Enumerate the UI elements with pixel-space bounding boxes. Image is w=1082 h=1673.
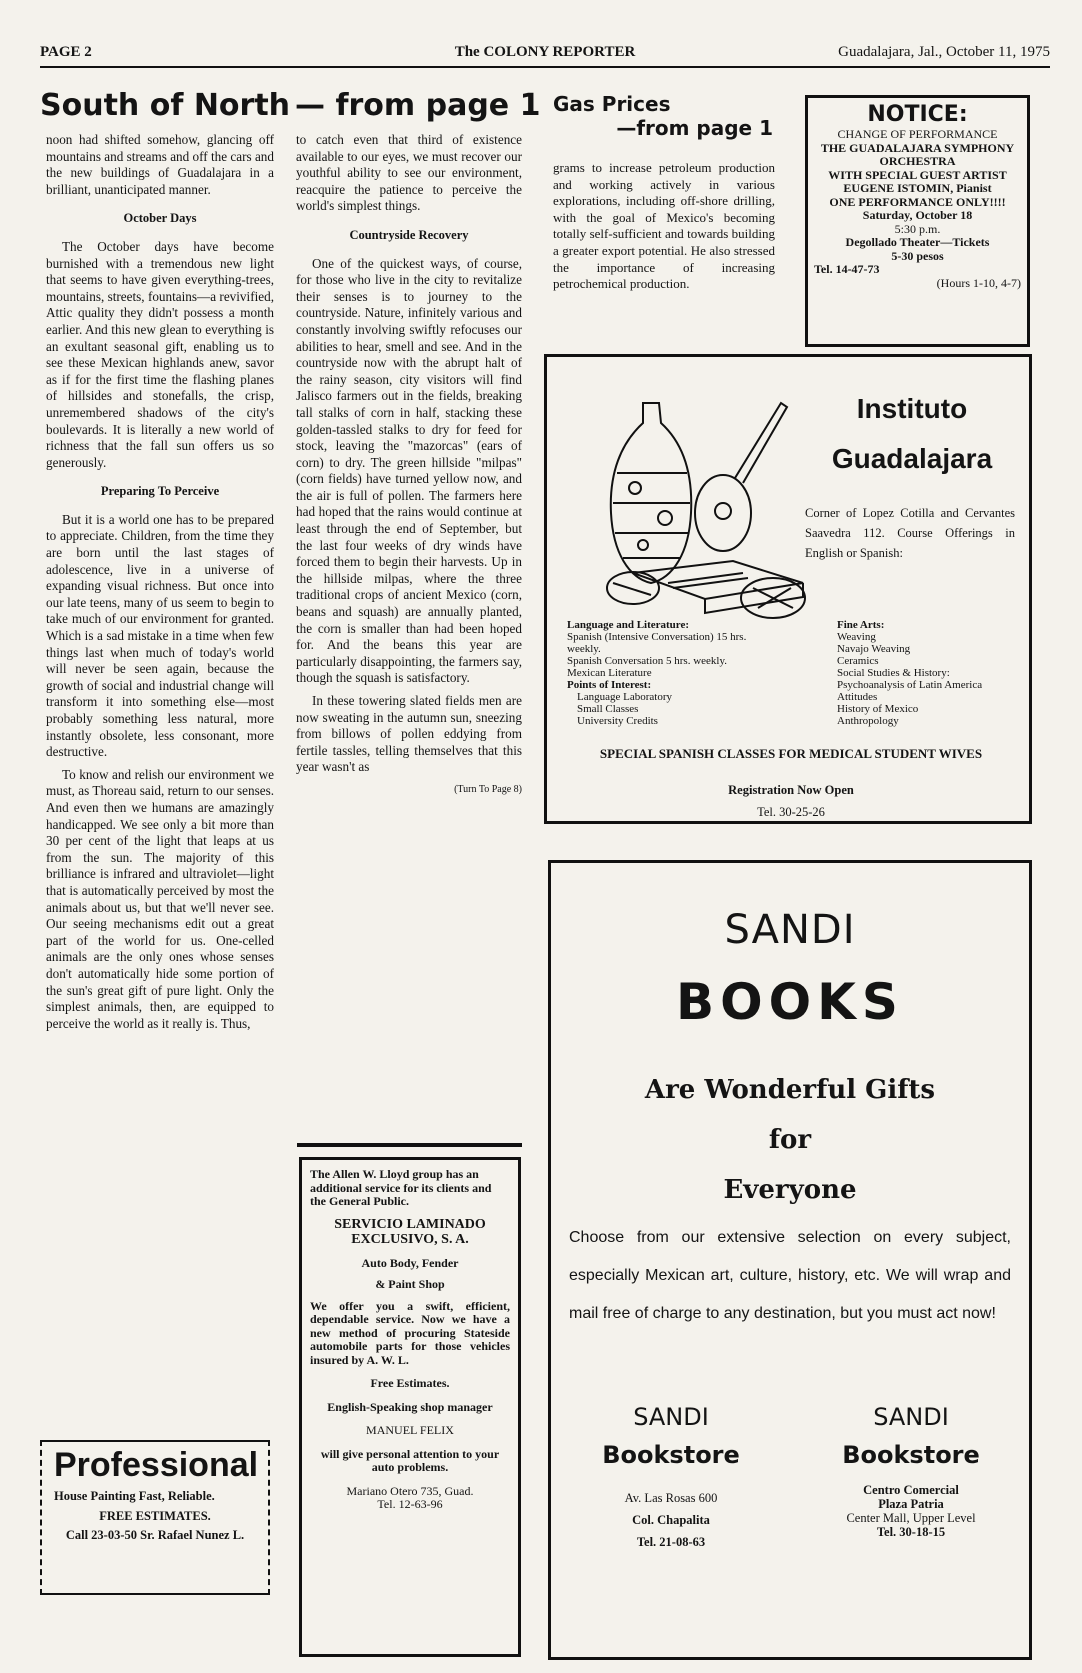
- sandi-store-name: Bookstore: [842, 1441, 980, 1469]
- gas-prices-jump: —from page 1: [616, 116, 773, 140]
- page-number: PAGE 2: [40, 44, 92, 60]
- course-item: Small Classes: [577, 703, 639, 715]
- masthead: [40, 44, 1050, 68]
- paragraph: But it is a world one has to be prepared to appreciate. Children, from the time they are born until the last stages of adolescence, live in a universe of expanding visual richness. But once into our late teens, many of us seem to begin to take much of our environment for granted. Which is a sad mistake in a time when few things last when much of today's world will never be seen again, because the growth of social and industrial change will transform it into something else—most probably something less natural, more instantly obsolete, less consonant, more destructive.: [46, 511, 274, 760]
- allen-free-estimates: Free Estimates.: [370, 1376, 450, 1390]
- course-item: Language and Literature:: [567, 619, 690, 631]
- subhead-october-days: October Days: [123, 211, 197, 226]
- sandi-books-ad: [548, 860, 1032, 1660]
- subhead-preparing: Preparing To Perceive: [100, 484, 220, 499]
- professional-line: House Painting Fast, Reliable.: [54, 1489, 215, 1503]
- allen-shop-line: Auto Body, Fender: [361, 1255, 459, 1270]
- course-item: Mexican Literature: [567, 667, 652, 679]
- dateline: Guadalajara, Jal., October 11, 1975: [838, 44, 1050, 60]
- notice-line: Saturday, October 18: [862, 208, 973, 222]
- store-address-line: Av. Las Rosas 600: [624, 1491, 718, 1505]
- course-item: Language Laboratory: [577, 691, 672, 703]
- sandi-headline-2: for: [768, 1125, 812, 1155]
- sandi-books-title: BOOKS: [676, 973, 904, 1031]
- sandi-store-logo: SANDI: [873, 1403, 949, 1431]
- allen-phone: Tel. 12-63-96: [377, 1497, 443, 1511]
- instituto-name-2: Guadalajara: [831, 443, 993, 474]
- notice-line: 5:30 p.m.: [894, 221, 941, 236]
- professional-line: FREE ESTIMATES.: [99, 1509, 211, 1523]
- paragraph: One of the quickest ways, of course, for those who live in the city to revitalize their senses is to journey to the countryside. Nature, infinitely various and constantly involving swiftly refocuses our abilities to hear, smell and see. And in the countryside now with the abrupt halt of the rainy season, city visitors will find Jalisco farmers out in the fields, breaking tall stalks of corn in half, stacking these golden-tassled stalks to dry for feed for stock, leaving the "mazorcas" (ears of corn) to dry. The green hillside "milpas" (corn fields) have turned yellow now, and the air is full of pollen. The farmers here had hoped that the rains would continue at least through the end of September, but the last four weeks of dry winds have forced them to begin their harvests. Up in the hillside milpas, where the three traditional crops of ancient Mexico (corn, beans and squash) are annually planted, the corn is smaller than had been hoped for. And the beans this year are particularly disappointing, the farmers say, though the squash is satisfactory.: [296, 255, 522, 686]
- instituto-ad: [544, 354, 1032, 824]
- store-address-line: Plaza Patria: [878, 1497, 944, 1511]
- allen-attention: will give personal attention to your auto problems.: [320, 1446, 500, 1474]
- course-item: Ceramics: [837, 655, 879, 667]
- allen-address: Mariano Otero 735, Guad.: [346, 1483, 474, 1498]
- notice-line: CHANGE OF PERFORMANCE: [837, 127, 998, 141]
- newspaper-name: The COLONY REPORTER: [454, 44, 636, 60]
- course-item: Social Studies & History:: [837, 667, 950, 679]
- course-item: Fine Arts:: [837, 619, 885, 631]
- sandi-store-2: [801, 1403, 1021, 1539]
- instituto-address: Corner of Lopez Cotilla and Cervantes Saavedra 112. Course Offerings in English or Spanish:: [805, 506, 1015, 560]
- article-column-2: [296, 132, 522, 799]
- store-address-line: Centro Comercial: [863, 1483, 959, 1497]
- gas-prices-title: Gas Prices: [553, 92, 671, 116]
- allen-lloyd-ad: [299, 1157, 521, 1657]
- paragraph: To know and relish our environment we must, as Thoreau said, return to our senses. And even then we humans are amazingly handicapped. We see only a bit more than 30 per cent of the light that leaps at us from the sun. The majority of this brilliance is infrared and ultraviolet—light that is automatically perceived by most the animals about us, but that we'll never see. Our seeing mechanisms edit out a great part of the world for us. One-celled animals are the only ones whose senses don't automatically hide some portion of the sun's great gift of pure light. Only the simplest animals, then, are equipped to perceive the world as it really is. Thus,: [46, 766, 274, 1031]
- jump-line: (Turn To Page 8): [454, 783, 522, 795]
- professional-title: Professional: [54, 1446, 259, 1484]
- notice-line: THE GUADALAJARA SYMPHONY ORCHESTRA: [820, 140, 1015, 168]
- notice-line: WITH SPECIAL GUEST ARTIST: [828, 167, 1007, 182]
- professional-ad: [40, 1440, 270, 1595]
- course-item: Spanish Conversation 5 hrs. weekly.: [567, 655, 727, 667]
- allen-manager: English-Speaking shop manager: [327, 1399, 493, 1414]
- paragraph: grams to increase petroleum production and working actively in various explorations, including off-shore drilling, with the goal of Mexico's becoming totally self-sufficient and towards building a greater export potential. He also stressed the importance of increasing petrochemical production.: [553, 160, 775, 292]
- allen-shop-line: & Paint Shop: [375, 1277, 445, 1291]
- notice-line: (Hours 1-10, 4-7): [936, 275, 1021, 290]
- notice-line: 5-30 pesos: [891, 248, 944, 263]
- notice-line: Degollado Theater—Tickets: [845, 235, 990, 249]
- gas-prices-body: [553, 160, 775, 299]
- allen-offer: We offer you a swift, efficient, dependable service. Now we have a new method of procuring Stateside automobile parts for those vehicles insured by A. W. L.: [310, 1298, 510, 1367]
- allen-manager-name: MANUEL FELIX: [366, 1423, 454, 1437]
- course-list-right: [837, 619, 1017, 727]
- sandi-logo: SANDI: [724, 907, 856, 953]
- notice-line: Tel. 14-47-73: [814, 262, 880, 276]
- sandi-headline-1: Are Wonderful Gifts: [644, 1075, 936, 1105]
- course-list-left: [567, 619, 767, 727]
- divider: [297, 1143, 522, 1147]
- notice-line: EUGENE ISTOMIN, Pianist: [843, 181, 992, 195]
- store-address-line: Center Mall, Upper Level: [846, 1511, 976, 1525]
- notice-title: NOTICE:: [867, 102, 968, 127]
- store-address-line: Col. Chapalita: [632, 1513, 710, 1527]
- course-item: Attitudes: [837, 691, 878, 703]
- subhead-countryside: Countryside Recovery: [349, 227, 469, 242]
- instituto-name-1: Instituto: [856, 393, 968, 424]
- headline-right: — from page 1: [295, 88, 541, 123]
- paragraph: noon had shifted somehow, glancing off mountains and streams and off the cars and the new buildings of Guadalajara in a brilliant, unanticipated manner.: [46, 132, 274, 197]
- still-life-illustration: [573, 383, 823, 623]
- course-item: Points of Interest:: [567, 679, 652, 691]
- notice-box: [805, 95, 1030, 347]
- headline-left: South of North: [40, 88, 291, 123]
- course-item: History of Mexico: [837, 703, 919, 715]
- registration-open: Registration Now Open: [728, 783, 854, 797]
- allen-intro: The Allen W. Lloyd group has an additional service for its clients and the General Public.: [310, 1167, 492, 1208]
- sandi-store-1: [561, 1403, 781, 1553]
- allen-company: SERVICIO LAMINADO EXCLUSIVO, S. A.: [334, 1216, 486, 1247]
- course-item: Spanish (Intensive Conversation) 15 hrs. weekly.: [567, 631, 747, 655]
- special-classes: SPECIAL SPANISH CLASSES FOR MEDICAL STUDENT WIVES: [599, 746, 983, 761]
- paragraph: In these towering slated fields men are now sweating in the autumn sun, sneezing from billows of pollen eddying from fertile tassles, telling themselves that this year wasn't as: [296, 693, 522, 775]
- sandi-store-name: Bookstore: [602, 1441, 740, 1469]
- notice-line: ONE PERFORMANCE ONLY!!!!: [829, 194, 1006, 209]
- course-item: Weaving: [837, 631, 876, 643]
- store-phone: Tel. 21-08-63: [636, 1535, 706, 1549]
- article-column-1: [46, 132, 274, 1038]
- store-phone: Tel. 30-18-15: [876, 1525, 946, 1539]
- instituto-phone: Tel. 30-25-26: [757, 805, 825, 819]
- article-headline: [40, 88, 545, 123]
- paragraph: to catch even that third of existence available to our eyes, we must recover our youthful ability to see our environment, reacquire the patience to perceive the world's simplest things.: [296, 132, 522, 214]
- sandi-headline-3: Everyone: [723, 1175, 857, 1205]
- sandi-body: Choose from our extensive selection on every subject, especially Mexican art, culture, history, etc. We will wrap and mail free of charge to any destination, but you must act now!: [569, 1229, 1011, 1322]
- paragraph: The October days have become burnished with a tremendous new light that seems to have given everything-trees, mountains, streets, fountains—a revivified, Attic quality they didn't possess a month earlier. And this new glean to everything is an exultant seasonal gift, enabling us to see these Mexican highlands anew, savor as if for the first time the flashing planes of hillsides and stonefalls, the crisp, unremembered shadows of the city's boulevards. It is literally a new world of richness that the fall sun offers us so generously.: [46, 238, 274, 470]
- course-item: Anthropology: [837, 715, 899, 727]
- course-item: University Credits: [577, 715, 658, 727]
- sandi-store-logo: SANDI: [633, 1403, 709, 1431]
- professional-phone: Call 23-03-50 Sr. Rafael Nunez L.: [65, 1528, 245, 1542]
- course-item: Navajo Weaving: [837, 643, 911, 655]
- course-item: Psychoanalysis of Latin America: [837, 679, 983, 691]
